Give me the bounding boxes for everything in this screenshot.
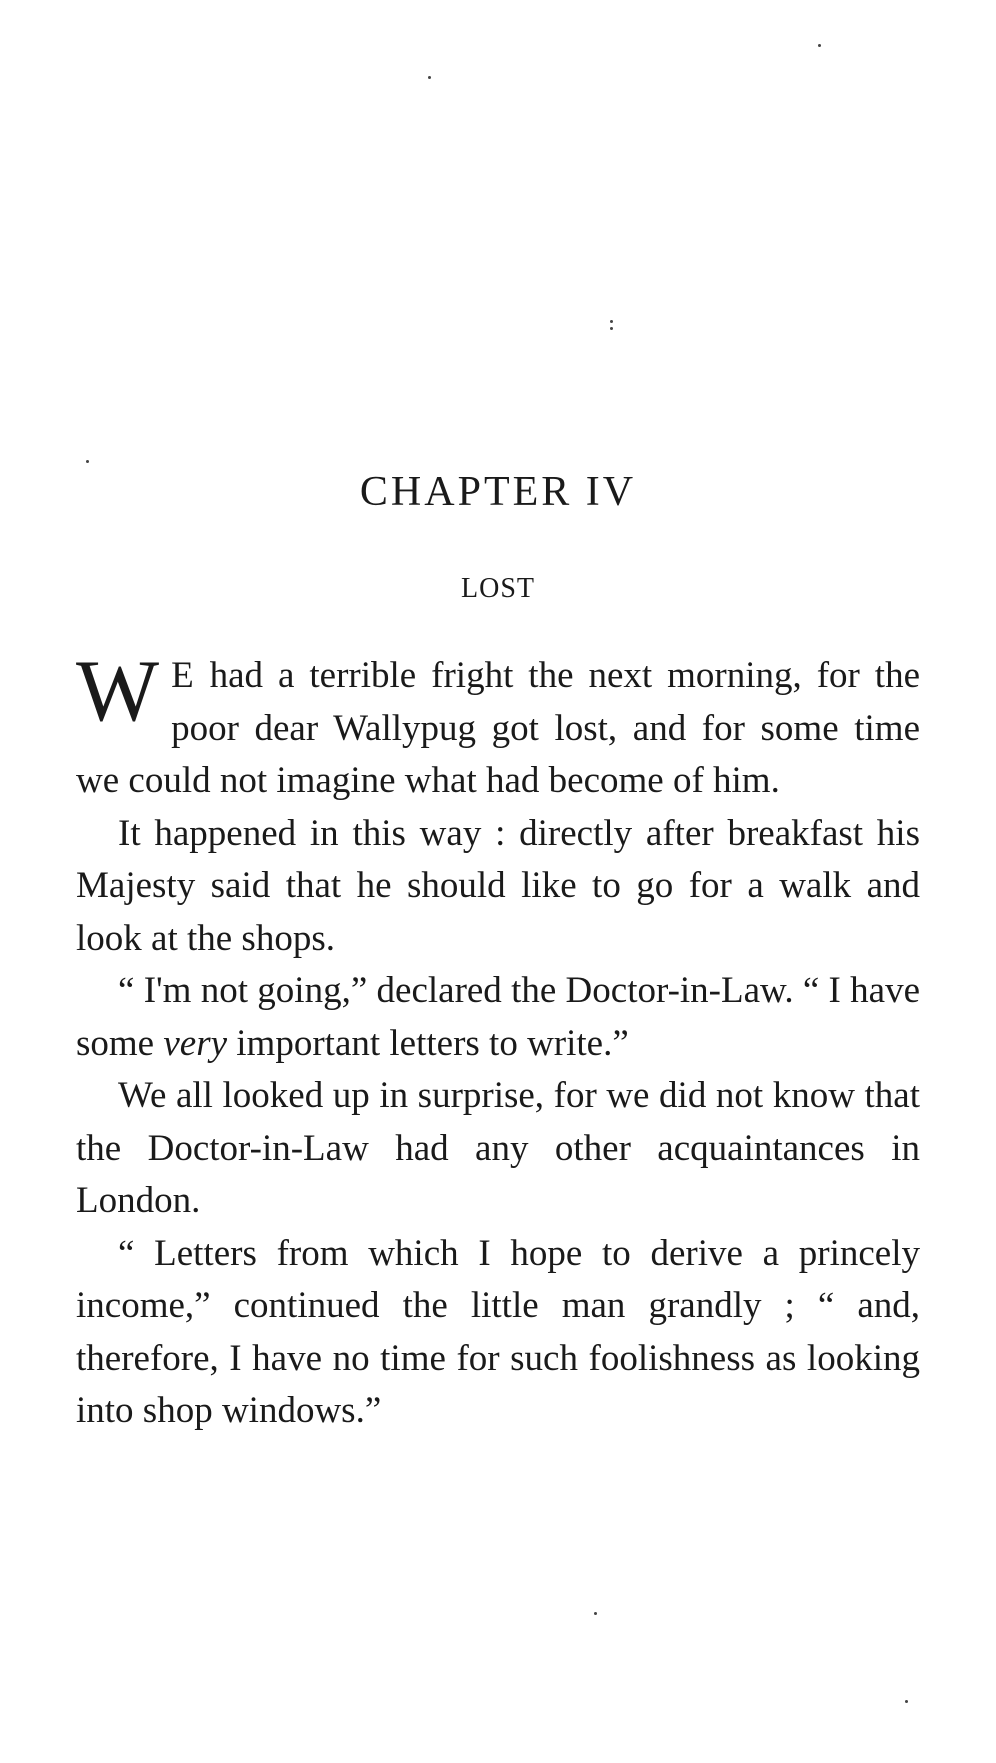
ink-speck bbox=[610, 320, 613, 323]
paragraph-text: “ I'm not going,” declared the Doctor-in-Law. “ I have some bbox=[76, 970, 920, 1064]
drop-cap-continuation: E bbox=[171, 655, 195, 696]
paragraph-text: We all looked up in surprise, for we did not know that the Doctor-in-Law had any other acquaintances in London. bbox=[76, 1075, 920, 1221]
paragraph bbox=[76, 965, 920, 1070]
ink-speck bbox=[86, 460, 89, 463]
ink-speck bbox=[428, 76, 431, 79]
emphasis-text: very bbox=[163, 1022, 228, 1064]
paragraph-text: “ Letters from which I hope to derive a princely income,” continued the little man grandly ; “ and, therefore, I have no time for such foolishness as looking into shop windows.” bbox=[76, 1232, 920, 1431]
paragraph bbox=[76, 643, 920, 808]
ink-speck bbox=[818, 44, 821, 47]
drop-cap: W bbox=[76, 643, 160, 740]
ink-speck bbox=[610, 327, 613, 330]
chapter-title: CHAPTER IV bbox=[359, 469, 637, 515]
paragraph-text: had a terrible fright the next morning, for the poor dear Wallypug got lost, and for some time we could not imagine what had become of him. bbox=[76, 655, 920, 801]
paragraph bbox=[76, 1070, 920, 1228]
chapter-subtitle: LOST bbox=[461, 573, 535, 604]
paragraph-text: It happened in this way : directly after breakfast his Majesty said that he should like to go for a walk and look at the shops. bbox=[76, 812, 920, 959]
ink-speck bbox=[905, 1700, 908, 1703]
ink-speck bbox=[594, 1612, 597, 1615]
paragraph bbox=[76, 808, 920, 966]
paragraph bbox=[76, 1228, 920, 1438]
chapter-body bbox=[76, 643, 920, 1438]
paragraph-text: important letters to write.” bbox=[227, 1022, 629, 1064]
